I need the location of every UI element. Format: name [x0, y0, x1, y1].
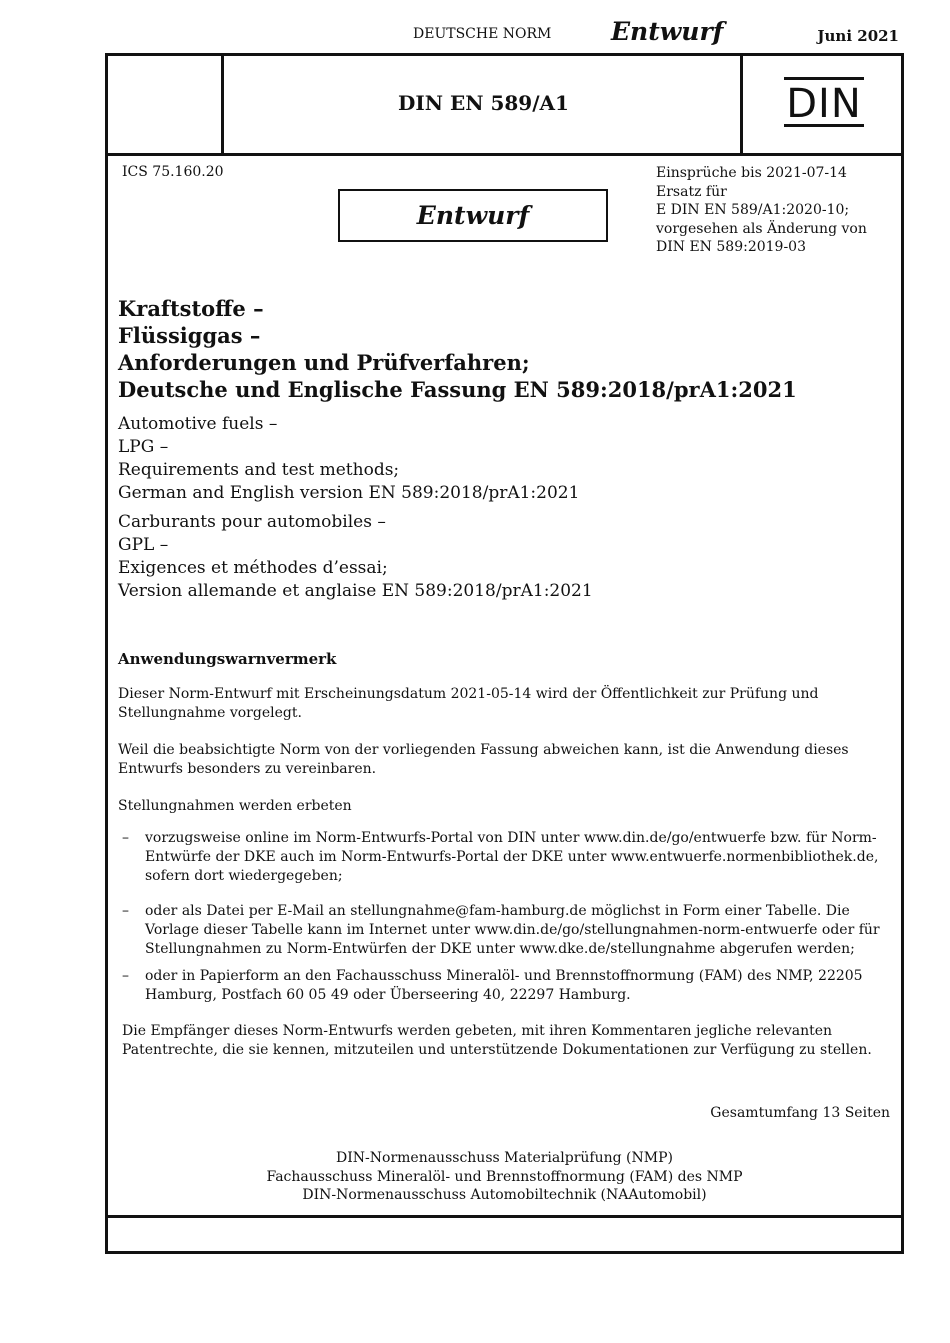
list-item-text: vorzugsweise online im Norm-Entwurfs-Portal von DIN unter www.din.de/go/entwuerfe bzw. für Norm-Entwürfe der DKE auch im Norm-Entwurfs-Portal der DKE unter www.entwuerfe.normenbibliothek.de, sofern dort wiedergegeben;	[145, 830, 879, 884]
einspruch-info	[656, 164, 867, 257]
english-title-line: Automotive fuels –	[118, 414, 278, 434]
entwurf-header-label: Entwurf	[611, 17, 724, 46]
footer-line: DIN-Normenausschuss Materialprüfung (NMP)	[336, 1150, 673, 1166]
footer-rule	[108, 1215, 901, 1218]
din-logo	[784, 77, 864, 127]
entwurf-box	[338, 189, 608, 242]
warning-paragraph-3: Stellungnahmen werden erbeten	[118, 798, 352, 814]
total-pages: Gesamtumfang 13 Seiten	[710, 1105, 890, 1121]
german-title	[118, 295, 797, 403]
french-title	[118, 511, 593, 603]
din-logo-text: DIN	[786, 81, 862, 127]
publication-date: Juni 2021	[817, 27, 899, 45]
english-title-line: German and English version EN 589:2018/prA1:2021	[118, 483, 580, 503]
german-title-line: Deutsche und Englische Fassung EN 589:2018/prA1:2021	[118, 377, 797, 402]
list-item	[122, 829, 892, 886]
entwurf-box-label: Entwurf	[416, 201, 530, 230]
footer-line: Fachausschuss Mineralöl- und Brennstoffnormung (FAM) des NMP	[266, 1168, 743, 1185]
list-item-text: oder in Papierform an den Fachausschuss Mineralöl- und Brennstoffnormung (FAM) des NMP, 22205 Hamburg, Postfach 60 05 49 oder Überseering 40, 22297 Hamburg.	[145, 968, 863, 1003]
einspruch-line: DIN EN 589:2019-03	[656, 239, 806, 255]
list-item-text: oder als Datei per E-Mail an stellungnahme@fam-hamburg.de möglichst in Form einer Tabelle. Die Vorlage dieser Tabelle kann im Internet unter www.din.de/go/stellungnahmen-norm-entwuerfe oder für Stellungnahmen zu Norm-Entwürfen der DKE unter www.dke.de/stellungnahme abgerufen werden;	[145, 903, 880, 957]
german-title-line: Kraftstoffe –	[118, 296, 264, 321]
french-title-line: Exigences et méthodes d’essai;	[118, 558, 388, 578]
warning-paragraph-2: Weil die beabsichtigte Norm von der vorliegenden Fassung abweichen kann, ist die Anwendung dieses Entwurfs besonders zu vereinbaren.	[118, 742, 849, 777]
header-bottom-rule	[108, 153, 901, 156]
list-item	[122, 902, 892, 959]
english-title	[118, 413, 579, 505]
warning-paragraph-1: Dieser Norm-Entwurf mit Erscheinungsdatum 2021-05-14 wird der Öffentlichkeit zur Prüfung und Stellungnahme vorgelegt.	[118, 686, 819, 721]
committee-footer	[105, 1149, 904, 1205]
english-title-line: LPG –	[118, 437, 169, 457]
french-title-line: GPL –	[118, 535, 169, 555]
english-title-line: Requirements and test methods;	[118, 460, 400, 480]
german-title-line: Flüssiggas –	[118, 323, 261, 348]
french-title-line: Version allemande et anglaise EN 589:2018/prA1:2021	[118, 581, 593, 601]
list-dash: –	[122, 830, 129, 846]
list-dash: –	[122, 903, 129, 919]
footer-line: DIN-Normenausschuss Automobiltechnik (NAAutomobil)	[302, 1187, 707, 1203]
german-title-line: Anforderungen und Prüfverfahren;	[118, 350, 530, 375]
list-dash: –	[122, 968, 129, 984]
einspruch-line: E DIN EN 589/A1:2020-10;	[656, 202, 850, 218]
einspruch-line: Einsprüche bis 2021-07-14	[656, 165, 847, 181]
standard-number: DIN EN 589/A1	[398, 91, 569, 115]
list-item	[122, 967, 892, 1005]
french-title-line: Carburants pour automobiles –	[118, 512, 386, 532]
ics-code: ICS 75.160.20	[122, 164, 224, 180]
deutsche-norm-label: DEUTSCHE NORM	[413, 26, 552, 42]
einspruch-line: Ersatz für	[656, 183, 727, 200]
warning-heading: Anwendungswarnvermerk	[118, 650, 337, 668]
einspruch-line: vorgesehen als Änderung von	[656, 220, 867, 237]
patent-note: Die Empfänger dieses Norm-Entwurfs werden gebeten, mit ihren Kommentaren jegliche relevanten Patentrechte, die sie kennen, mitzuteilen und unterstützende Dokumentationen zur Verfügung zu stellen.	[122, 1023, 872, 1058]
